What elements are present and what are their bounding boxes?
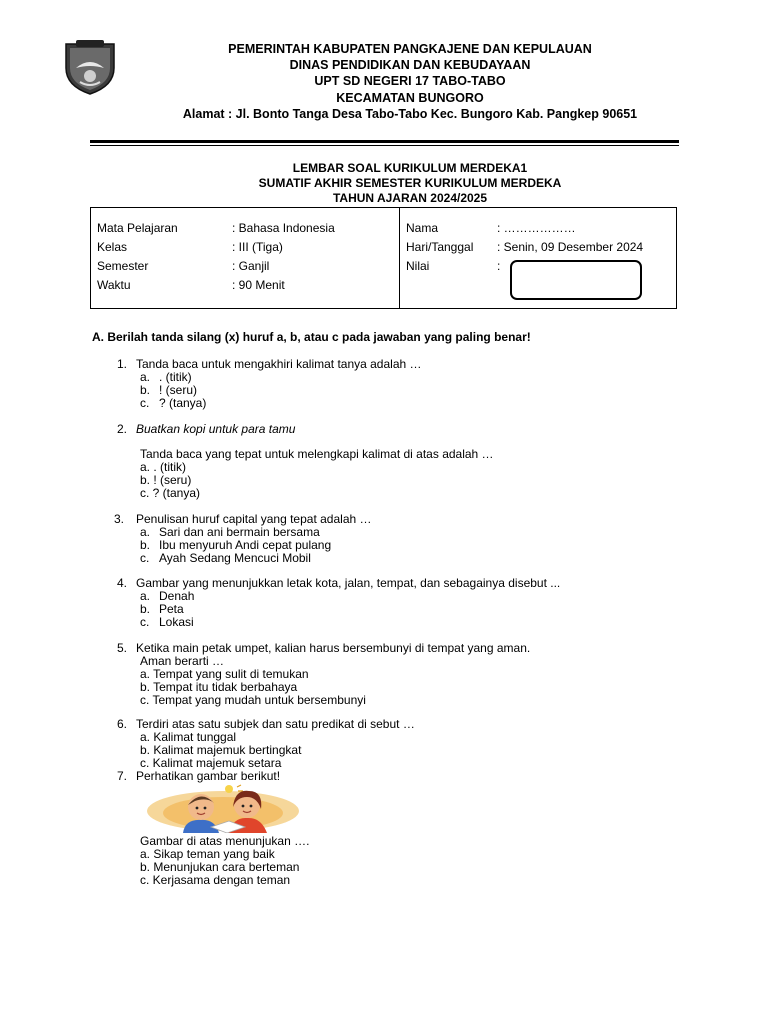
- q1-option-a-letter: a.: [140, 370, 151, 384]
- regency-logo: [62, 38, 118, 96]
- title-line1: LEMBAR SOAL KURIKULUM MERDEKA1: [292, 161, 528, 175]
- class-value: : III (Tiga): [232, 240, 283, 254]
- q2-text: Buatkan kopi untuk para tamu: [136, 422, 296, 436]
- q1-option-c[interactable]: ? (tanya): [159, 396, 207, 410]
- q1-number: 1.: [117, 357, 128, 371]
- q5-option-a[interactable]: a. Tempat yang sulit di temukan: [140, 667, 309, 681]
- q1-option-c-letter: c.: [140, 396, 150, 410]
- letterhead-address: Alamat : Jl. Bonto Tanga Desa Tabo-Tabo Kec. Bungoro Kab. Pangkep 90651: [182, 107, 638, 121]
- q3-option-a[interactable]: Sari dan ani bermain bersama: [159, 525, 320, 539]
- q2-option-a[interactable]: a. . (titik): [140, 460, 187, 474]
- score-colon: :: [497, 259, 501, 273]
- q2-subtext: Tanda baca yang tepat untuk melengkapi kalimat di atas adalah …: [140, 447, 494, 461]
- q3-option-c[interactable]: Ayah Sedang Mencuci Mobil: [159, 551, 311, 565]
- q3-option-a-letter: a.: [140, 525, 151, 539]
- q4-option-a-letter: a.: [140, 589, 151, 603]
- q3-number: 3.: [114, 512, 125, 526]
- subject-label: Mata Pelajaran: [97, 221, 178, 235]
- q3-option-b-letter: b.: [140, 538, 151, 552]
- date-label: Hari/Tanggal: [406, 240, 474, 254]
- score-label: Nilai: [406, 259, 430, 273]
- q7-text: Perhatikan gambar berikut!: [136, 769, 281, 783]
- q6-option-c[interactable]: c. Kalimat majemuk setara: [140, 756, 282, 770]
- letterhead-rule-thin: [90, 145, 679, 146]
- q5-option-b[interactable]: b. Tempat itu tidak berbahaya: [140, 680, 298, 694]
- q6-option-b[interactable]: b. Kalimat majemuk bertingkat: [140, 743, 302, 757]
- letterhead-rule-thick: [90, 140, 679, 143]
- title-line3: TAHUN AJARAN 2024/2025: [332, 191, 488, 205]
- q5-text-line2: Aman berarti …: [140, 654, 225, 668]
- letterhead-line3: UPT SD NEGERI 17 TABO-TABO: [314, 74, 506, 88]
- date-value: : Senin, 09 Desember 2024: [497, 240, 644, 254]
- q4-option-a[interactable]: Denah: [159, 589, 195, 603]
- q2-option-b[interactable]: b. ! (seru): [140, 473, 192, 487]
- time-value: : 90 Menit: [232, 278, 285, 292]
- q3-option-c-letter: c.: [140, 551, 150, 565]
- q7-option-c[interactable]: c. Kerjasama dengan teman: [140, 873, 291, 887]
- q1-text: Tanda baca untuk mengakhiri kalimat tanya adalah …: [136, 357, 422, 371]
- q4-number: 4.: [117, 576, 128, 590]
- title-line2: SUMATIF AKHIR SEMESTER KURIKULUM MERDEKA: [258, 176, 562, 190]
- name-label: Nama: [406, 221, 439, 235]
- q2-option-c[interactable]: c. ? (tanya): [140, 486, 201, 500]
- letterhead-line2: DINAS PENDIDIKAN DAN KEBUDAYAAN: [289, 58, 531, 72]
- q4-option-c-letter: c.: [140, 615, 150, 629]
- children-friends-illustration: [145, 783, 301, 833]
- q4-text: Gambar yang menunjukkan letak kota, jalan, tempat, dan sebagainya disebut ...: [136, 576, 561, 590]
- q3-text: Penulisan huruf capital yang tepat adalah …: [136, 512, 372, 526]
- identity-divider: [399, 208, 400, 308]
- q6-number: 6.: [117, 717, 128, 731]
- letterhead-line4: KECAMATAN BUNGORO: [336, 91, 484, 105]
- time-label: Waktu: [97, 278, 131, 292]
- q6-option-a[interactable]: a. Kalimat tunggal: [140, 730, 237, 744]
- q2-number: 2.: [117, 422, 128, 436]
- q5-option-c[interactable]: c. Tempat yang mudah untuk bersembunyi: [140, 693, 366, 707]
- semester-label: Semester: [97, 259, 149, 273]
- q6-text: Terdiri atas satu subjek dan satu predikat di sebut …: [136, 717, 415, 731]
- q7-subtext: Gambar di atas menunjukan ….: [140, 834, 310, 848]
- q1-option-a[interactable]: . (titik): [159, 370, 192, 384]
- semester-value: : Ganjil: [232, 259, 270, 273]
- name-field[interactable]: : ………………: [497, 221, 576, 235]
- letterhead-line1: PEMERINTAH KABUPATEN PANGKAJENE DAN KEPULAUAN: [228, 42, 592, 56]
- class-label: Kelas: [97, 240, 128, 254]
- score-box[interactable]: [510, 260, 642, 300]
- q7-option-b[interactable]: b. Menunjukan cara berteman: [140, 860, 300, 874]
- subject-value: : Bahasa Indonesia: [232, 221, 335, 235]
- section-a-instruction: A. Berilah tanda silang (x) huruf a, b, atau c pada jawaban yang paling benar!: [92, 330, 531, 344]
- q4-option-b-letter: b.: [140, 602, 151, 616]
- q1-option-b[interactable]: ! (seru): [159, 383, 198, 397]
- q4-option-b[interactable]: Peta: [159, 602, 184, 616]
- q7-option-a[interactable]: a. Sikap teman yang baik: [140, 847, 275, 861]
- q1-option-b-letter: b.: [140, 383, 151, 397]
- q3-option-b[interactable]: Ibu menyuruh Andi cepat pulang: [159, 538, 332, 552]
- q4-option-c[interactable]: Lokasi: [159, 615, 194, 629]
- q5-number: 5.: [117, 641, 128, 655]
- q7-number: 7.: [117, 769, 128, 783]
- q5-text: Ketika main petak umpet, kalian harus bersembunyi di tempat yang aman.: [136, 641, 531, 655]
